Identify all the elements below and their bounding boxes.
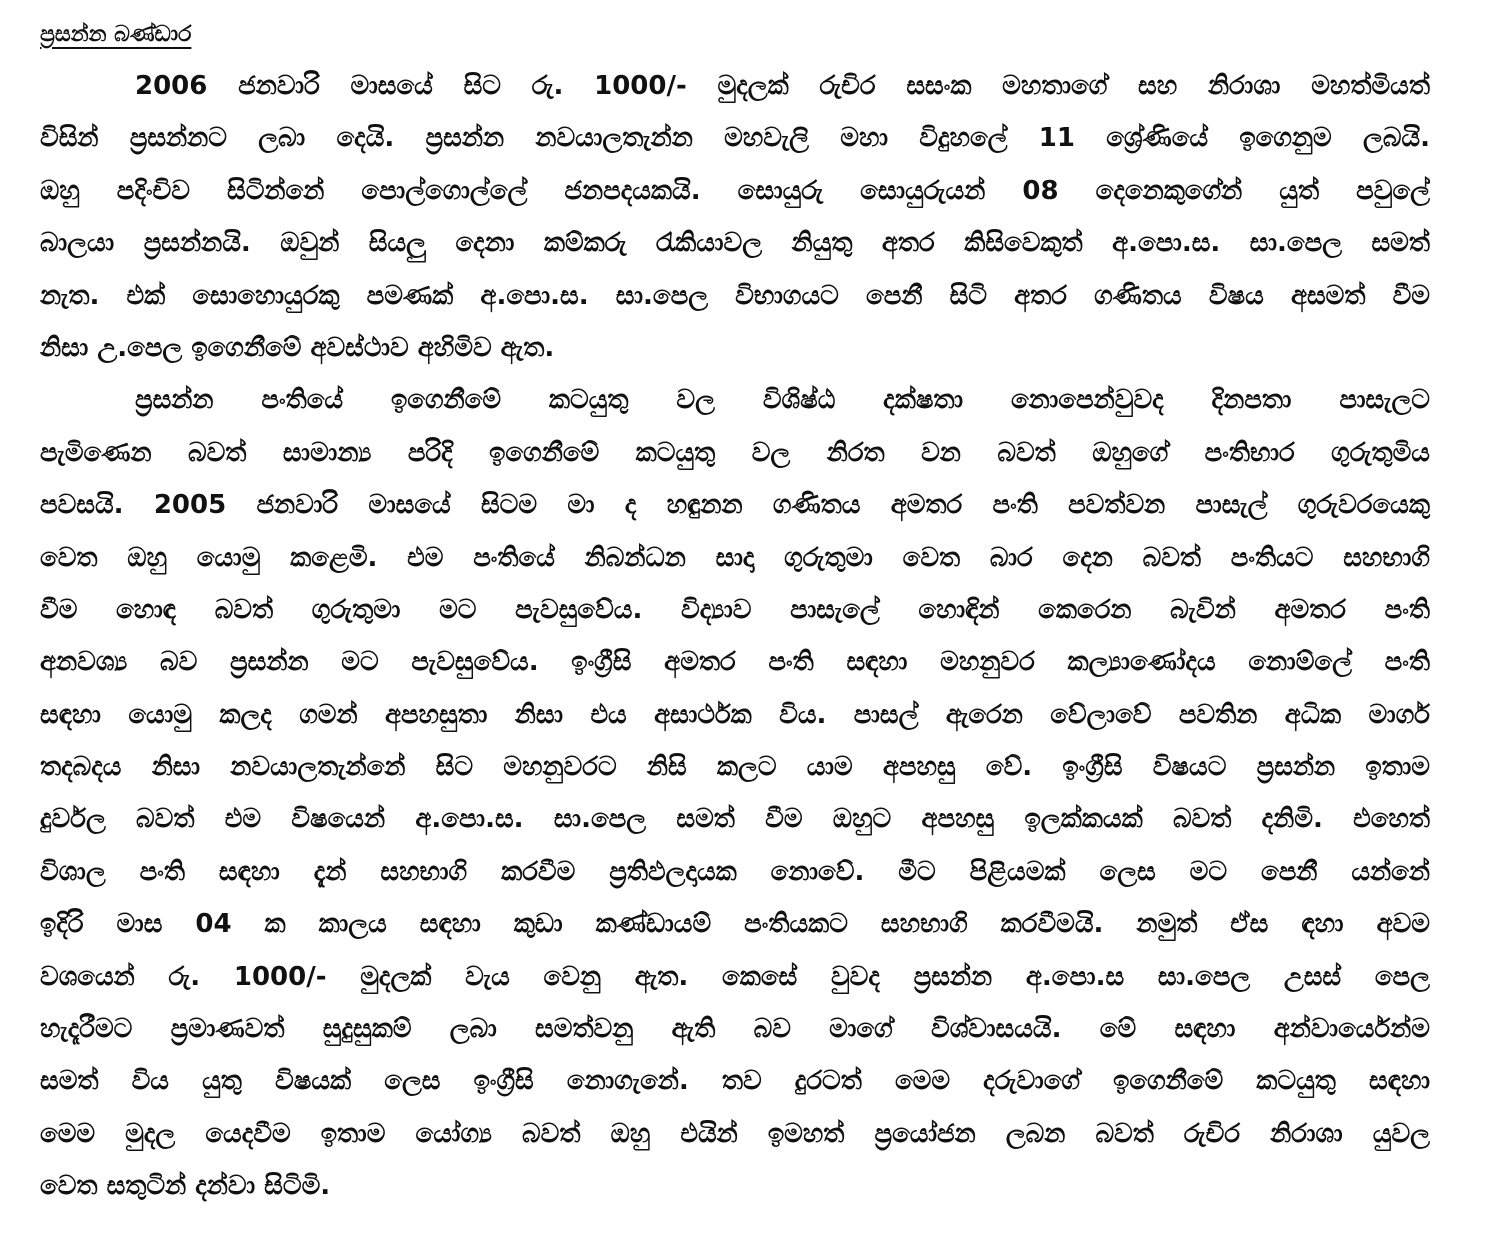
document-title: ප්‍රසන්න බණ්ඩාර bbox=[40, 22, 192, 47]
text-line-3: ඔහු පදිංචිව සිටින්නේ පොල්ගොල්ලේ ජනපදයකයි. සොයුරු සොයුරුයන් 08 දෙනෙකුගේන් යුත් පවුලේ bbox=[40, 175, 1430, 206]
text-line-2: විසින් ප්‍රසන්නට ලබා දෙයි. ප්‍රසන්න නවයාලතැන්න මහවැලි මහා විදුහලේ 11 ශ්‍රේණියේ ඉගෙනුම ලබයි. bbox=[40, 123, 1430, 154]
text-line-16: විශාල පංති සඳහා දැන් සහභාගි කරවීම ප්‍රතිඵලදායක නොවේ. මීට පිළියමක් ලෙස මට පෙනී යන්නේ bbox=[40, 856, 1430, 887]
text-line-22: වෙත සතුටින් දන්වා සිටිමි. bbox=[40, 1171, 331, 1202]
text-line-5: නැත. එක් සොහොයුරකු පමණක් අ.පො.ස. සා.පෙල විභාගයට පෙනී සිටි අතර ගණිතය විෂය අසමත් වීම bbox=[40, 280, 1430, 311]
text-line-19: හැදෑරීමට ප්‍රමාණවත් සුදුසුකම් ලබා සමත්වනු ඇති බව මාගේ විශ්වාසයයි. මේ සඳහා අන්වාර්යෙන්ම bbox=[40, 1014, 1430, 1045]
text-line-21: මෙම මුදල යෙදවීම ඉතාම යෝග්‍ය බවත් ඔහු එයින් ඉමහත් ප්‍රයෝජන ලබන බවත් රුචිර නිරාශා යුවල bbox=[40, 1118, 1430, 1149]
document-body bbox=[40, 60, 1430, 1213]
text-line-12: අනවශ්‍ය බව ප්‍රසන්න මට පැවසුවේය. ඉංග්‍රීසි අමතර පංති සඳහා මහනුවර කල්‍යාණෝදය නොම්ලේ පංති bbox=[40, 647, 1430, 678]
text-line-13: සඳහා යොමු කලද ගමන් අපහසුතා නිසා එය අසාර්ථක විය. පාසල් ඇරෙන වේලාවේ පවතින අධික මාර්ග bbox=[40, 699, 1430, 730]
text-line-18: වශයෙන් රු. 1000/- මුදලක් වැය වෙනු ඇත. කෙසේ වුවද ප්‍රසන්න අ.පො.ස සා.පෙල උසස් පෙල bbox=[40, 961, 1430, 992]
text-line-17: ඉදිරි මාස 04 ක කාලය සඳහා කුඩා කණ්ඩායම් පංතියකට සහභාගි කරවීමයි. නමුත් ඒස ඳහා අවම bbox=[40, 909, 1430, 940]
text-line-7: ප්‍රසන්න පංතියේ ඉගෙනීමේ කටයුතු වල විශිෂ්ඨ දක්ෂතා නොපෙන්වුවද දිනපතා පාසැලට bbox=[135, 385, 1430, 416]
text-line-8: පැමිණෙන බවත් සාමාන්‍ය පරිදි ඉගෙනීමේ කටයුතු වල නිරත වන බවත් ඔහුගේ පංතිභාර ගුරුතුමිය bbox=[40, 437, 1430, 468]
text-line-11: වීම හොඳ බවත් ගුරුතුමා මට පැවසුවේය. විද්‍යාව පාසැලේ හොඳින් කෙරෙන බැවින් අමතර පංති bbox=[40, 594, 1430, 625]
text-line-14: තදබදය නිසා නවයාලතැන්නේ සිට මහනුවරට නිසි කලට යාම අපහසු වේ. ඉංග්‍රීසි විෂයට ප්‍රසන්න ඉතාම bbox=[40, 752, 1430, 783]
text-line-4: බාලයා ප්‍රසන්නයි. ඔවුන් සියලු දෙනා කම්කරු රැකියාවල නියුතු අතර කිසිවෙකුත් අ.පො.ස. සා.පෙල සමත් bbox=[40, 228, 1430, 259]
text-line-20: සමත් විය යුතු විෂයක් ලෙස ඉංග්‍රීසි නොගැනේ. තව දුරටත් මෙම දරුවාගේ ඉගෙනීමේ කටයුතු සඳහා bbox=[40, 1066, 1430, 1097]
text-line-15: දුර්වල බවත් එම විෂයෙන් අ.පො.ස. සා.පෙල සමත් වීම ඔහුට අපහසු ඉලක්කයක් බවත් දනිමි. එහෙත් bbox=[40, 804, 1430, 835]
text-line-10: වෙත ඔහු යොමු කළෙමි. එම පංතියේ නිබන්ධන සාදා ගුරුතුමා වෙත බාර දෙන බවත් පංතියට සහභාගි bbox=[40, 542, 1430, 573]
text-line-6: නිසා උ.පෙල ඉගෙනීමේ අවස්ථාව අහිමිව ඇත. bbox=[40, 332, 555, 363]
text-line-1: 2006 ජනවාරි මාසයේ සිට රු. 1000/- මුදලක් රුචිර සසංක මහතාගේ සහ නිරාශා මහත්මියත් bbox=[135, 71, 1430, 101]
text-line-9: පවසයි. 2005 ජනවාරි මාසයේ සිටම මා ද හඳුනන ගණිතය අමතර පංති පවත්වන පාසැල් ගුරුවරයෙකු bbox=[40, 490, 1430, 521]
